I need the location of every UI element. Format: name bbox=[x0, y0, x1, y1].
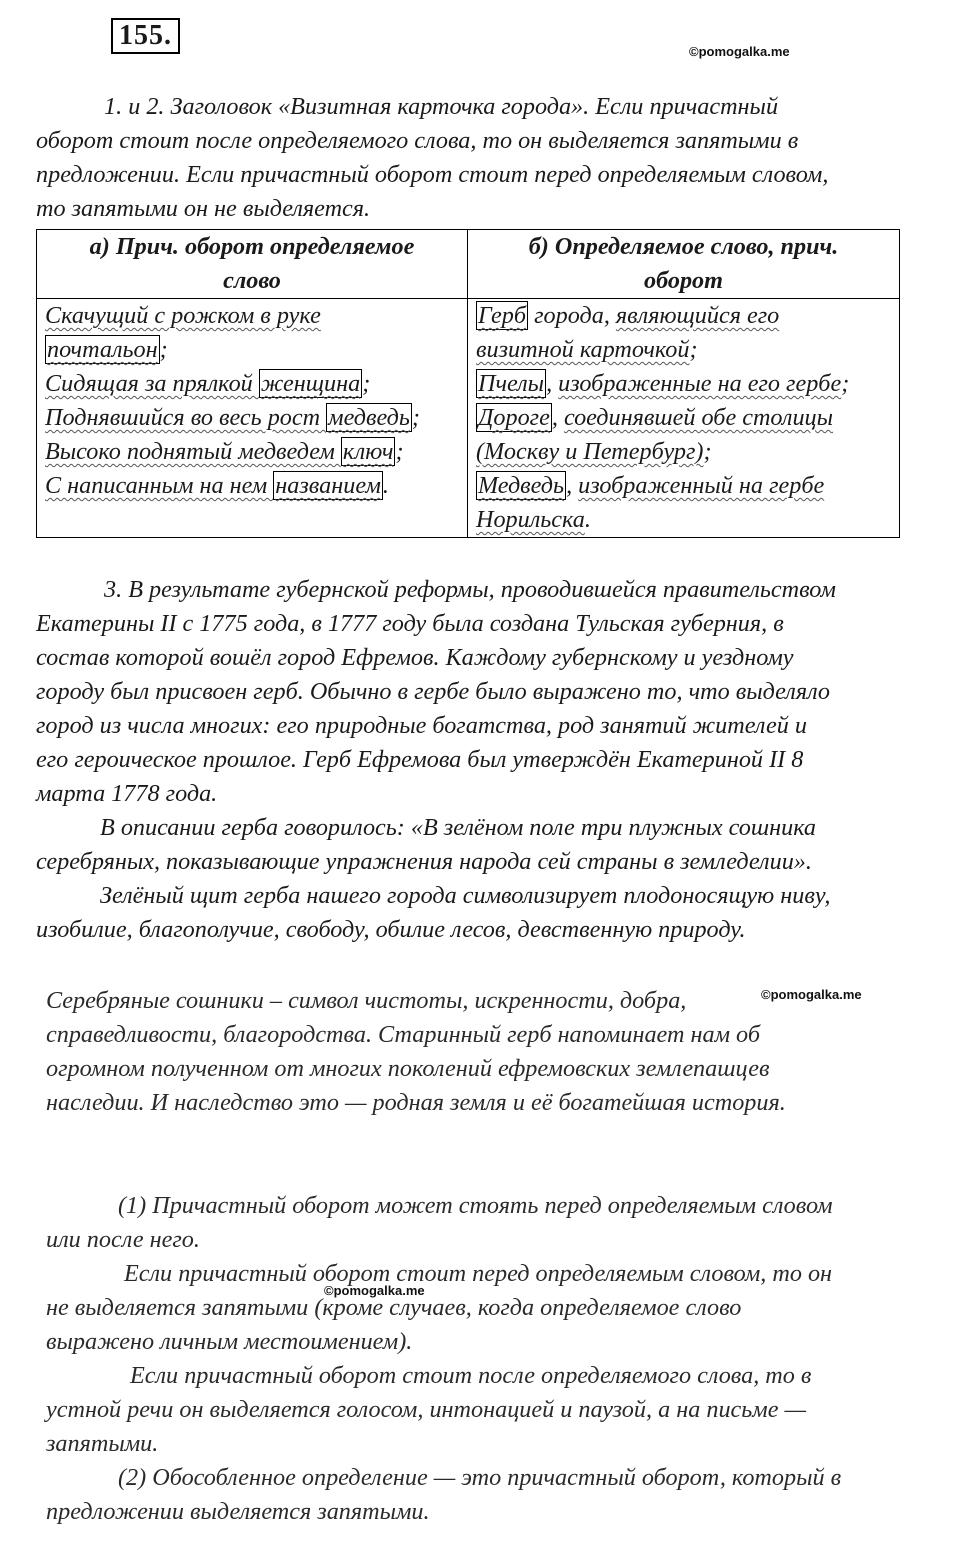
participle-phrase: изображенные на его гербе bbox=[558, 370, 842, 397]
text-line: Серебряные сошники – символ чистоты, искренности, добра, bbox=[46, 987, 687, 1014]
defined-word: женщина bbox=[260, 370, 361, 397]
participle-phrase: соединявшей обе столицы bbox=[563, 404, 834, 431]
text-line: состав которой вошёл город Ефремов. Каждому губернскому и уездному bbox=[36, 644, 794, 671]
table-line-b: Герб города, являющийся его bbox=[478, 302, 780, 329]
text-line: (2) Обособленное определение — это причастный оборот, который в bbox=[118, 1464, 842, 1491]
text-line: выражено личным местоимением). bbox=[46, 1328, 413, 1355]
rules-section bbox=[46, 1189, 841, 1529]
table-line-b: визитной карточкой; bbox=[476, 336, 698, 363]
text-line: справедливости, благородства. Старинный герб напоминает нам об bbox=[46, 1021, 760, 1048]
text-line: или после него. bbox=[46, 1226, 200, 1253]
table-header-row bbox=[37, 230, 900, 299]
text-line: Екатерины II с 1775 года, в 1777 году была создана Тульская губерния, в bbox=[36, 610, 784, 637]
participle-phrase: С написанным на нем bbox=[45, 472, 274, 499]
text-line: Зелёный щит герба нашего города символизирует плодоносящую ниву, bbox=[100, 882, 831, 909]
text-line: 3. В результате губернской реформы, проводившейся правительством bbox=[104, 576, 836, 603]
section-4 bbox=[46, 984, 786, 1120]
defined-word: Герб bbox=[478, 302, 527, 329]
defined-word: ключ bbox=[342, 438, 394, 465]
participle-table bbox=[36, 229, 900, 538]
intro-line: оборот стоит после определяемого слова, то он выделяется запятыми в bbox=[36, 127, 799, 154]
section-3 bbox=[36, 573, 836, 947]
text-line: Если причастный оборот стоит перед определяемым словом, то он bbox=[124, 1260, 833, 1287]
table-line-a: Высоко поднятый медведем ключ; bbox=[45, 438, 404, 465]
text-line: Если причастный оборот стоит после определяемого слова, то в bbox=[130, 1362, 812, 1389]
column-a bbox=[37, 299, 468, 538]
watermark: ©pomogalka.me bbox=[761, 987, 862, 1002]
text-line: изобилие, благополучие, свободу, обилие лесов, девственную природу. bbox=[36, 916, 746, 943]
table-line-b: Пчелы, изображенные на его гербе; bbox=[478, 370, 850, 397]
participle-phrase: визитной карточкой bbox=[476, 336, 690, 363]
text-line: не выделяется запятыми (кроме случаев, когда определяемое слово bbox=[46, 1294, 742, 1321]
participle-phrase: являющийся его bbox=[615, 302, 780, 329]
participle-phrase: Поднявшийся во весь рост bbox=[45, 404, 327, 431]
intro-line: 1. и 2. Заголовок «Визитная карточка города». Если причастный bbox=[104, 93, 779, 120]
table-line-b: Норильска. bbox=[476, 506, 591, 533]
text-line: серебряных, показывающие упражнения народа сей страны в земледелии». bbox=[36, 848, 812, 875]
header-b-line: б) Определяемое слово, прич. bbox=[528, 233, 839, 260]
text-line: наследии. И наследство это — родная земля и её богатейшая история. bbox=[46, 1089, 786, 1116]
text-line: марта 1778 года. bbox=[36, 780, 218, 807]
text-line: его героическое прошлое. Герб Ефремова был утверждён Екатериной II 8 bbox=[36, 746, 804, 773]
header-b-line: оборот bbox=[644, 267, 723, 294]
table-line-a: Поднявшийся во весь рост медведь; bbox=[45, 404, 420, 431]
watermark: ©pomogalka.me bbox=[324, 1283, 425, 1298]
participle-phrase: (Москву и Петербург) bbox=[476, 438, 704, 465]
table-row bbox=[37, 299, 900, 538]
table-line-b: Медведь, изображенный на гербе bbox=[478, 472, 825, 499]
participle-phrase: Норильска bbox=[476, 506, 585, 533]
table-line-a: почтальон; bbox=[47, 336, 168, 363]
defined-word: Медведь bbox=[478, 472, 565, 499]
intro-line: то запятыми он не выделяется. bbox=[36, 195, 371, 222]
text-line: (1) Причастный оборот может стоять перед определяемым словом bbox=[118, 1192, 833, 1219]
header-a-line: слово bbox=[223, 267, 281, 294]
table-line-a: С написанным на нем названием. bbox=[45, 472, 389, 499]
participle-phrase: изображенный на гербе bbox=[578, 472, 825, 499]
table-line-a bbox=[45, 299, 459, 333]
header-a bbox=[37, 230, 468, 299]
participle-phrase: Высоко поднятый медведем bbox=[45, 438, 341, 465]
text-line: огромном полученном от многих поколений ефремовских землепашцев bbox=[46, 1055, 770, 1082]
intro-line: предложении. Если причастный оборот стоит перед определяемым словом, bbox=[36, 161, 829, 188]
task-number: 155. bbox=[111, 18, 180, 54]
intro-paragraph bbox=[36, 90, 828, 226]
text-line: предложении выделяется запятыми. bbox=[46, 1498, 430, 1525]
defined-word: почтальон bbox=[47, 336, 158, 363]
participle-phrase: Скачущий с рожком в руке bbox=[45, 302, 321, 329]
participle-phrase: Сидящая за прялкой bbox=[45, 370, 259, 397]
text-line: городу был присвоен герб. Обычно в гербе было выражено то, что выделяло bbox=[36, 678, 831, 705]
column-b bbox=[468, 299, 900, 538]
defined-word: названием bbox=[275, 472, 381, 499]
defined-word: медведь bbox=[328, 404, 410, 431]
header-a-line: а) Прич. оборот определяемое bbox=[89, 233, 415, 260]
header-b bbox=[468, 230, 900, 299]
text-line: В описании герба говорилось: «В зелёном поле три плужных сошника bbox=[100, 814, 817, 841]
text-line: запятыми. bbox=[46, 1430, 159, 1457]
defined-word: Пчелы bbox=[478, 370, 545, 397]
text-line: город из числа многих: его природные богатства, род занятий жителей и bbox=[36, 712, 807, 739]
table-line-b: Дороге, соединявшей обе столицы bbox=[478, 404, 834, 431]
text-line: устной речи он выделяется голосом, интонацией и паузой, а на письме — bbox=[46, 1396, 807, 1423]
watermark: ©pomogalka.me bbox=[689, 44, 790, 59]
table-line-a: Сидящая за прялкой женщина; bbox=[45, 370, 371, 397]
table-line-b: (Москву и Петербург); bbox=[476, 438, 712, 465]
defined-word: Дороге bbox=[478, 404, 550, 431]
